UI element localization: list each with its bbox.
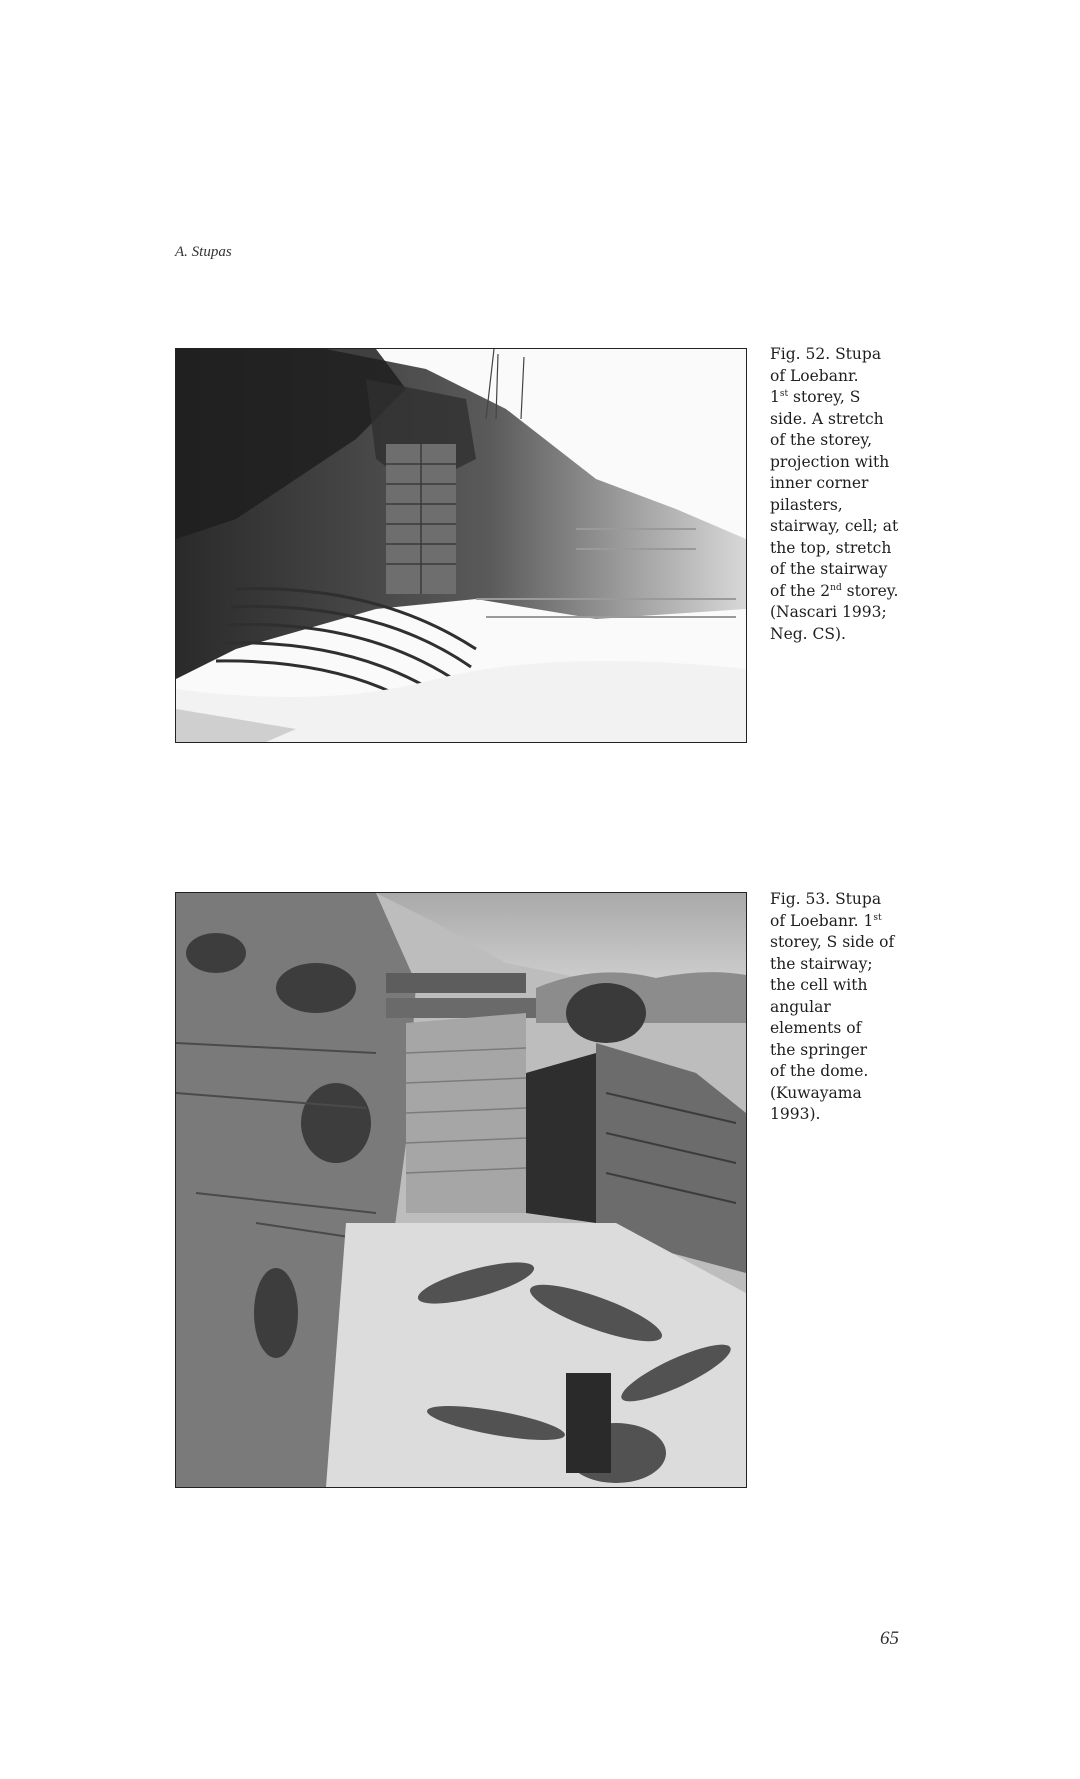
figure-52-caption-line: inner corner bbox=[770, 474, 869, 492]
running-head: A. Stupas bbox=[175, 244, 232, 260]
figure-53-caption-line: the springer bbox=[770, 1040, 868, 1059]
stupa-ruin-photo-52 bbox=[176, 349, 746, 742]
figure-52-caption-line: pilasters, bbox=[770, 495, 843, 514]
figure-53-caption-line: of Loebanr. 1st bbox=[770, 911, 882, 930]
figure-53-caption-line: storey, S side of bbox=[770, 933, 895, 951]
figure-52-caption-line: the top, stretch bbox=[770, 538, 892, 557]
figure-52-caption-line: of the storey, bbox=[770, 431, 873, 449]
figure-53-caption-line: Fig. 53. Stupa bbox=[770, 890, 882, 908]
figure-52-photo bbox=[175, 348, 747, 743]
figure-52-caption-line: of the stairway bbox=[770, 560, 888, 578]
figure-53-caption-line: the cell with bbox=[770, 976, 868, 994]
figure-53-caption-line: of the dome. bbox=[770, 1062, 869, 1080]
figure-52-caption-line: Fig. 52. Stupa bbox=[770, 345, 882, 363]
figure-52-caption-line: of the 2nd storey. bbox=[770, 581, 899, 600]
figure-52-caption-line: projection with bbox=[770, 452, 890, 471]
figure-53-photo bbox=[175, 892, 747, 1488]
ordinal-superscript: nd bbox=[830, 582, 842, 593]
figure-53-caption-line: the stairway; bbox=[770, 954, 873, 973]
figure-53-caption-line: elements of bbox=[770, 1019, 862, 1037]
ordinal-superscript: st bbox=[779, 389, 789, 399]
figure-52-caption bbox=[770, 344, 910, 645]
figure-52-caption-line: stairway, cell; at bbox=[770, 517, 899, 535]
stupa-ruin-photo-53 bbox=[176, 893, 746, 1487]
figure-52-caption-line: Neg. CS). bbox=[770, 624, 846, 643]
figure-52-caption-line: side. A stretch bbox=[770, 409, 884, 428]
figure-52-caption-line: of Loebanr. bbox=[770, 366, 859, 385]
figure-53-caption-line: angular bbox=[770, 997, 831, 1016]
figure-53-caption bbox=[770, 889, 910, 1126]
page-number: 65 bbox=[880, 1628, 899, 1649]
ordinal-superscript: st bbox=[873, 912, 882, 923]
figure-52-caption-line: (Nascari 1993; bbox=[770, 603, 887, 621]
figure-52-caption-line: 1st storey, S bbox=[770, 388, 861, 406]
figure-53-caption-line: 1993). bbox=[770, 1105, 821, 1123]
figure-53-caption-line: (Kuwayama bbox=[770, 1083, 862, 1102]
